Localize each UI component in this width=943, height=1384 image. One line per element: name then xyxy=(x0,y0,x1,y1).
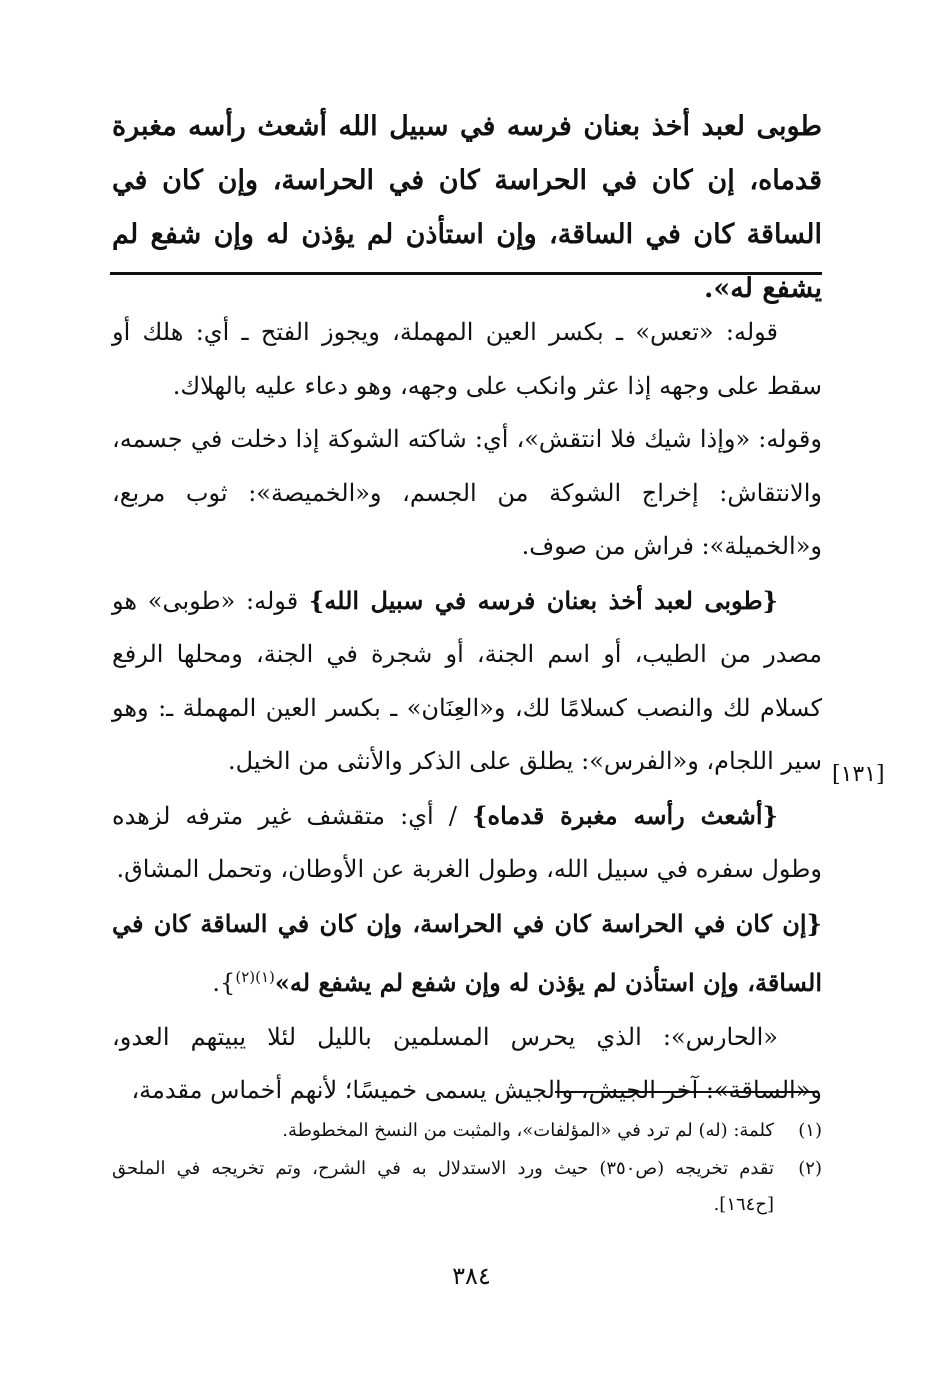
commentary-body xyxy=(112,306,822,1118)
quoted-phrase-hirasa: {إن كان في الحراسة كان في الحراسة، وإن كان في الساقة كان في الساقة، وإن استأذن لم يؤذن له وإن شفع لم يشفع له» xyxy=(112,908,822,997)
explanation-ashath: / أي: متقشف غير مترفه لزهده وطول سفره في سبيل الله، وطول الغربة عن الأوطان، وتحمل المشاق. xyxy=(112,801,822,883)
footnote-reference[interactable]: (١)(٢) xyxy=(235,968,275,986)
commentary-paragraph-tuba xyxy=(112,574,822,789)
commentary-paragraph-ashath xyxy=(112,789,822,897)
footnotes xyxy=(112,1113,822,1225)
footnote-separator-rule xyxy=(555,1091,819,1093)
commentary-paragraph-haris: «الحارس»: الذي يحرس المسلمين بالليل لئلا يبيتهم العدو، و«الساقة»: آخر الجيش، والجيش يسمى خميسًا؛ لأنهم أخماس مقدمة، xyxy=(112,1022,822,1104)
commentary-paragraph-hirasa xyxy=(112,897,822,1011)
page-number: ٣٨٤ xyxy=(452,1262,491,1290)
footnote-text: تقدم تخريجه (ص٣٥٠) حيث ورد الاستدلال به في الشرح، وتم تخريجه في الملحق [ح١٦٤]. xyxy=(112,1158,774,1215)
footnote-number: (١) xyxy=(798,1120,822,1141)
footnote-text: كلمة: (له) لم ترد في «المؤلفات»، والمثبت من النسخ المخطوطة. xyxy=(282,1120,774,1141)
quoted-phrase-ashath: {أشعث رأسه مغبرة قدماه} xyxy=(472,800,778,830)
quoted-phrase-tuba: {طوبى لعبد أخذ بعنان فرسه في سبيل الله} xyxy=(308,585,778,615)
hadith-continuation: طوبى لعبد أخذ بعنان فرسه في سبيل الله أشعث رأسه مغبرة قدماه، إن كان في الحراسة كان في الحراسة، وإن كان في الساقة كان في الساقة، وإن استأذن لم يؤذن له وإن شفع لم يشفع له». xyxy=(112,111,822,304)
footnote-number: (٢) xyxy=(798,1158,822,1179)
commentary-paragraph-tas: قوله: «تعس» ـ بكسر العين المهملة، ويجوز الفتح ـ أي: هلك أو سقط على وجهه إذا عثر وانكب على وجهه، وهو دعاء عليه بالهلاك. xyxy=(112,318,822,400)
main-separator-rule xyxy=(110,272,822,275)
footnote-item xyxy=(112,1151,822,1223)
closing-brace: }. xyxy=(212,969,236,997)
explanation-tuba: قوله: «طوبى» هو مصدر من الطيب، أو اسم الجنة، أو شجرة في الجنة، ومحلها الرفع كسلام لك والنصب كسلامًا لك، و«العِنَان» ـ بكسر العين المهملة ـ: وهو سير اللجام، و«الفرس»: يطلق على الذكر والأنثى من الخيل. xyxy=(112,586,822,775)
commentary-paragraph-shik: وقوله: «وإذا شيك فلا انتقش»، أي: شاكته الشوكة إذا دخلت في جسمه، والانتقاش: إخراج الشوكة من الجسم، و«الخميصة»: ثوب مربع، و«الخميلة»: فراش من صوف. xyxy=(112,425,822,560)
manuscript-folio-marker: [١٣١] xyxy=(832,762,885,787)
footnote-item xyxy=(112,1113,822,1149)
